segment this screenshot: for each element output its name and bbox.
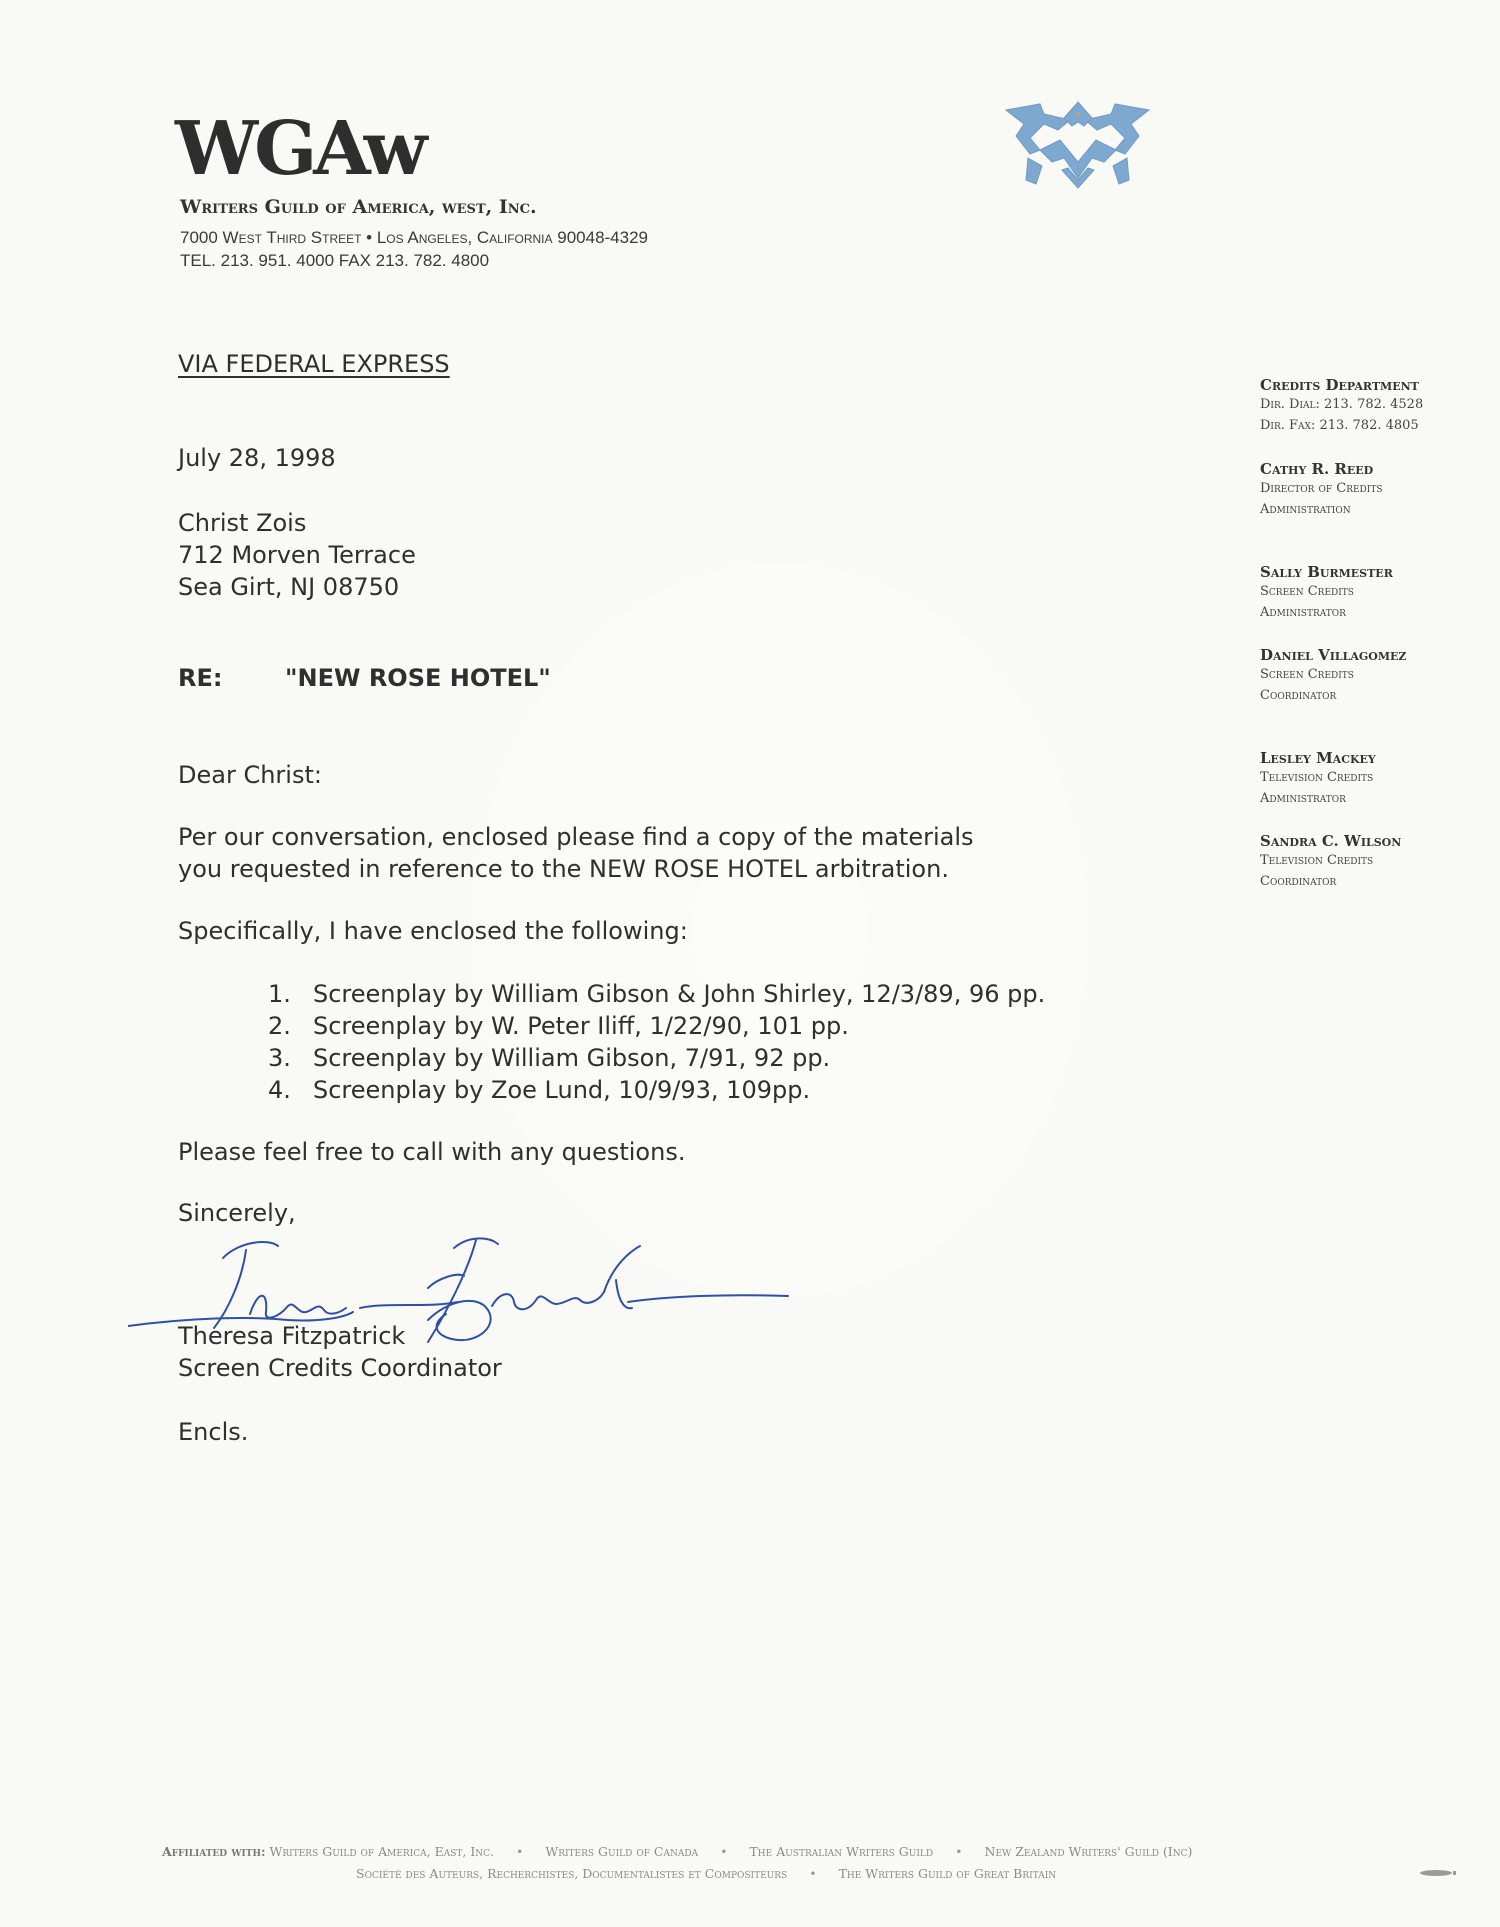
department-direct-dial: Dir. Dial: 213. 782. 4528 [1260, 397, 1424, 412]
credits-department-block [1260, 376, 1423, 436]
staff-name: Cathy R. Reed [1260, 460, 1374, 478]
staff-entry [1260, 646, 1406, 706]
staff-title-line: Coordinator [1260, 874, 1337, 889]
subject-title: "NEW ROSE HOTEL" [285, 664, 551, 692]
recipient-street: 712 Morven Terrace [178, 541, 416, 569]
list-item-text: Screenplay by William Gibson, 7/91, 92 pp. [313, 1044, 831, 1072]
recipient-city: Sea Girt, NJ 08750 [178, 573, 400, 601]
recipient-name: Christ Zois [178, 509, 307, 537]
salutation: Dear Christ: [178, 761, 322, 789]
org-address: 7000 West Third Street • Los Angeles, California 90048-4329 [180, 228, 648, 247]
staff-title-line: Director of Credits [1260, 481, 1383, 496]
org-name: Writers Guild of America, west, Inc. [180, 196, 537, 218]
union-bug-icon [1418, 1868, 1458, 1878]
affiliate-name: Writers Guild of America, East, Inc. [269, 1844, 494, 1859]
staff-entry [1260, 749, 1376, 809]
staff-name: Lesley Mackey [1260, 749, 1376, 767]
footer-affiliates-row [162, 1844, 1192, 1859]
staff-title-line: Screen Credits [1260, 667, 1354, 682]
staff-title-line: Screen Credits [1260, 584, 1354, 599]
footer-separator: • [516, 1844, 524, 1859]
footer-separator: • [809, 1866, 817, 1881]
list-item-number: 4. [268, 1076, 291, 1104]
footer-label: Affiliated with: [162, 1844, 266, 1859]
paragraph-intro-list: Specifically, I have enclosed the following: [178, 917, 688, 945]
list-item-text: Screenplay by W. Peter Iliff, 1/22/90, 101 pp. [313, 1012, 849, 1040]
enclosure-note: Encls. [178, 1418, 249, 1446]
list-item [268, 1074, 1045, 1106]
affiliate-name: Writers Guild of Canada [545, 1844, 699, 1859]
footer-separator: • [720, 1844, 728, 1859]
staff-title-line: Television Credits [1260, 770, 1374, 785]
list-item-text: Screenplay by Zoe Lund, 10/9/93, 109pp. [313, 1076, 811, 1104]
affiliate-name: New Zealand Writers' Guild (Inc) [984, 1844, 1193, 1859]
footer-affiliates-row [356, 1866, 1056, 1881]
paragraph-line: Per our conversation, enclosed please find a copy of the materials [178, 823, 974, 851]
department-direct-fax: Dir. Fax: 213. 782. 4805 [1260, 418, 1419, 433]
closing-paragraph: Please feel free to call with any questions. [178, 1138, 686, 1166]
list-item-number: 3. [268, 1044, 291, 1072]
delivery-method: VIA FEDERAL EXPRESS [178, 350, 450, 378]
closing: Sincerely, [178, 1199, 296, 1227]
enclosure-list [268, 978, 1045, 1106]
staff-entry [1260, 832, 1401, 892]
wgaw-logo [175, 106, 424, 192]
staff-title-line: Television Credits [1260, 853, 1374, 868]
list-item-number: 2. [268, 1012, 291, 1040]
list-item-number: 1. [268, 980, 291, 1008]
staff-name: Daniel Villagomez [1260, 646, 1407, 664]
affiliate-name: The Australian Writers Guild [749, 1844, 934, 1859]
list-item [268, 1042, 1045, 1074]
paragraph-line: you requested in reference to the NEW ROSE HOTEL arbitration. [178, 855, 949, 883]
footer-separator: • [955, 1844, 963, 1859]
list-item-text: Screenplay by William Gibson & John Shirley, 12/3/89, 96 pp. [313, 980, 1046, 1008]
wga-eagle-emblem-icon [1000, 100, 1155, 195]
staff-title-line: Administrator [1260, 605, 1346, 620]
org-phone-fax: TEL. 213. 951. 4000 FAX 213. 782. 4800 [180, 251, 490, 270]
wgaw-logo-text: WGAw [175, 106, 424, 192]
staff-entry [1260, 563, 1393, 623]
list-item [268, 1010, 1045, 1042]
staff-title-line: Administrator [1260, 791, 1346, 806]
list-item [268, 978, 1045, 1010]
subject-label: RE: [178, 664, 223, 692]
affiliate-name: The Writers Guild of Great Britain [838, 1866, 1057, 1881]
department-name: Credits Department [1260, 376, 1419, 394]
staff-title-line: Coordinator [1260, 688, 1337, 703]
letter-date: July 28, 1998 [178, 444, 336, 472]
staff-name: Sally Burmester [1260, 563, 1393, 581]
affiliate-name: Société des Auteurs, Recherchistes, Documentalistes et Compositeurs [356, 1866, 788, 1881]
signer-title: Screen Credits Coordinator [178, 1354, 502, 1382]
signer-name: Theresa Fitzpatrick [178, 1322, 406, 1350]
staff-entry [1260, 460, 1383, 520]
staff-title-line: Administration [1260, 502, 1351, 517]
staff-name: Sandra C. Wilson [1260, 832, 1402, 850]
